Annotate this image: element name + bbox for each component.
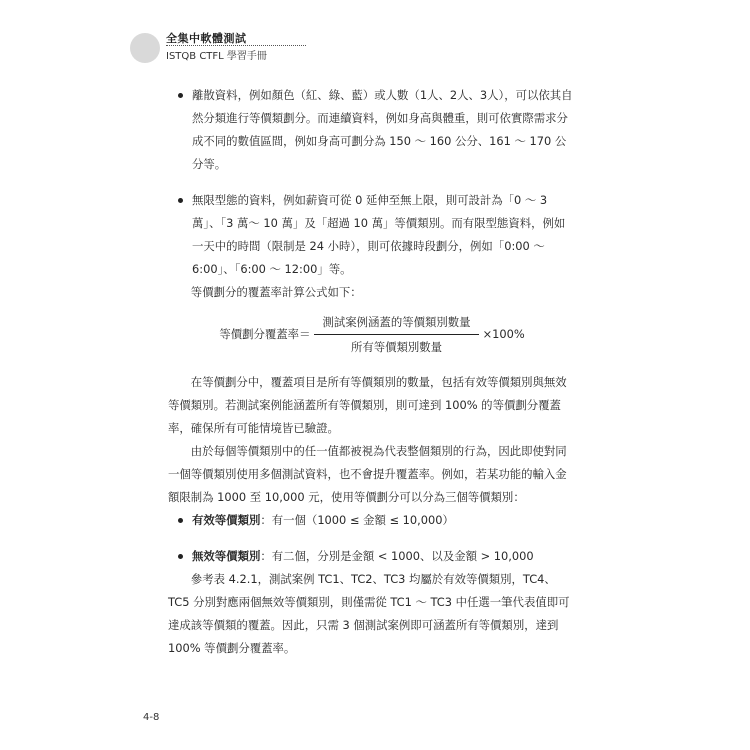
formula-intro: 等價劃分的覆蓋率計算公式如下： xyxy=(190,285,362,299)
formula-multiplier: ×100% xyxy=(482,327,525,341)
formula-numerator: 測試案例涵蓋的等價類別數量 xyxy=(314,312,478,335)
bullet-valid-class xyxy=(168,509,576,532)
formula-fraction xyxy=(314,312,478,357)
bullet-invalid-class xyxy=(168,545,576,568)
page-content xyxy=(168,84,576,660)
page-header xyxy=(0,0,750,70)
page-number: 4-8 xyxy=(143,712,160,723)
bullet-discrete-continuous: 離散資料，例如顏色（紅、綠、藍）或人數（1人、2人、3人），可以依其自然分類進行等價類劃分。而連續資料，例如身高與體重，則可依實際需求分成不同的數值區間，例如身高可劃分為 150 ～ 160 公分、161 ～ 170 公分等。 xyxy=(168,84,576,176)
book-subtitle: ISTQB CTFL 學習手冊 xyxy=(166,51,267,62)
header-decoration-circle xyxy=(130,33,160,63)
valid-class-text: ：有一個（1000 ≤ 金額 ≤ 10,000） xyxy=(260,513,454,527)
coverage-formula xyxy=(168,312,576,357)
bullet-infinite-finite: 無限型態的資料，例如薪資可從 0 延伸至無上限，則可設計為「0 ～ 3 萬」、「3 萬～ 10 萬」及「超過 10 萬」等價類別。而有限型態資料，例如一天中的時間（限制是 24 小時），則可依據時段劃分，例如「0:00 ～ 6:00」、「6:00 ～ 12:00」等。 xyxy=(168,189,576,281)
invalid-class-label: 無效等價類別 xyxy=(192,549,261,563)
book-title: 全集中軟體測試 xyxy=(166,32,247,45)
paragraph-closing: 參考表 4.2.1，測試案例 TC1、TC2、TC3 均屬於有效等價類別，TC4、TC5 分別對應兩個無效等價類別，則僅需從 TC1 ～ TC3 中任選一筆代表值即可達成該等價類的覆蓋。因此，只需 3 個測試案例即可涵蓋所有等價類別，達到 100% 等價劃分覆蓋率。 xyxy=(168,572,570,655)
equivalence-class-list xyxy=(168,509,576,568)
invalid-class-text: ：有二個，分別是金額 < 1000、以及金額 > 10,000 xyxy=(260,549,534,563)
paragraph-equivalence-example: 由於每個等價類別中的任一值都被視為代表整個類別的行為，因此即使對同一個等價類別使用多個測試資料，也不會提升覆蓋率。例如，若某功能的輸入金額限制為 1000 至 10,000 元，使用等價劃分可以分為三個等價類別： xyxy=(168,444,567,504)
valid-class-label: 有效等價類別 xyxy=(192,513,261,527)
header-divider xyxy=(166,45,306,46)
formula-lhs: 等價劃分覆蓋率＝ xyxy=(219,327,311,341)
formula-denominator: 所有等價類別數量 xyxy=(350,340,443,354)
data-type-bullet-list xyxy=(168,84,576,281)
paragraph-coverage-items: 在等價劃分中，覆蓋項目是所有等價類別的數量，包括有效等價類別與無效等價類別。若測試案例能涵蓋所有等價類別，則可達到 100% 的等價劃分覆蓋率，確保所有可能情境皆已驗證。 xyxy=(168,375,567,435)
